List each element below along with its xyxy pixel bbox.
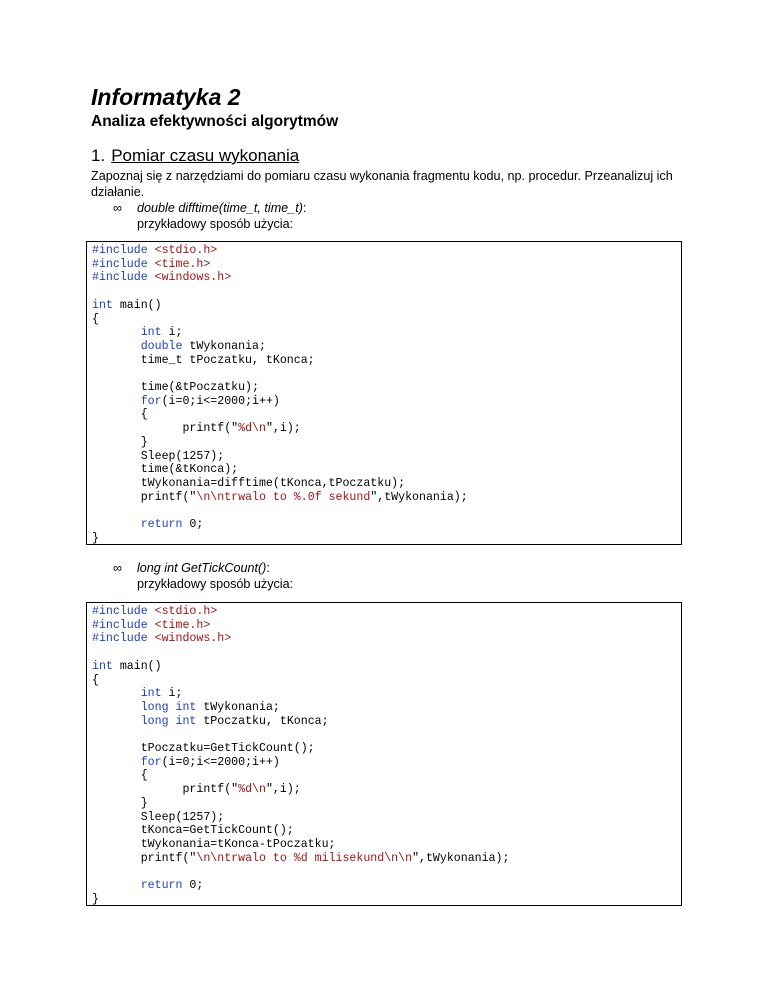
code-block-difftime xyxy=(86,241,682,545)
code-listing xyxy=(92,605,681,906)
bullet-function-name: long int GetTickCount() xyxy=(137,561,267,575)
bullet-note: przykładowy sposób użycia: xyxy=(137,577,294,591)
code-line: { xyxy=(92,769,148,783)
infinity-bullet-icon: ∞ xyxy=(113,201,122,215)
code-line: { xyxy=(92,312,99,326)
code-listing xyxy=(92,244,681,545)
code-line: for(i=0;i<=2000;i++) xyxy=(140,755,280,769)
code-line: for(i=0;i<=2000;i++) xyxy=(140,394,280,408)
code-line: long int tWykonania; xyxy=(140,700,280,714)
code-line: #include <stdio.h> xyxy=(92,244,218,257)
bullet-note: przykładowy sposób użycia: xyxy=(137,217,294,231)
bullet-function-name: double difftime(time_t, time_t) xyxy=(137,201,303,215)
code-line: time_t tPoczatku, tKonca; xyxy=(92,353,315,367)
section-title: Pomiar czasu wykonania xyxy=(111,146,300,165)
code-line: int i; xyxy=(140,687,183,701)
code-line: printf("\n\ntrwalo to %d milisekund\n\n",tWykonania); xyxy=(92,851,510,865)
code-line: tWykonania=difftime(tKonca,tPoczatku); xyxy=(92,476,406,490)
code-block-gettickcount xyxy=(86,602,682,906)
code-line: tPoczatku=GetTickCount(); xyxy=(92,742,315,756)
code-line: } xyxy=(92,892,99,906)
code-line: return 0; xyxy=(140,518,204,532)
code-line: } xyxy=(92,531,99,545)
code-line: } xyxy=(92,435,148,449)
code-line: double tWykonania; xyxy=(140,339,266,353)
code-line: Sleep(1257); xyxy=(92,810,225,824)
document-title: Informatyka 2 xyxy=(91,84,241,110)
document-subtitle: Analiza efektywności algorytmów xyxy=(91,113,339,130)
code-line: printf("%d\n",i); xyxy=(92,783,301,797)
code-line: Sleep(1257); xyxy=(92,449,225,463)
code-line: { xyxy=(92,408,148,422)
code-line: printf("\n\ntrwalo to %.0f sekund",tWykonania); xyxy=(92,490,468,504)
code-line: tKonca=GetTickCount(); xyxy=(92,824,294,838)
code-line: #include <windows.h> xyxy=(92,271,232,285)
bullet-gettickcount: ∞ long int GetTickCount(): xyxy=(113,561,270,575)
code-line: int main() xyxy=(92,298,162,312)
code-line: return 0; xyxy=(140,879,204,893)
code-line: tWykonania=tKonca-tPoczatku; xyxy=(92,837,336,851)
code-line: int i; xyxy=(140,326,183,340)
section-number: 1. xyxy=(91,146,106,165)
bullet-difftime: ∞ double difftime(time_t, time_t): xyxy=(113,201,307,215)
code-line: #include <time.h> xyxy=(92,257,211,271)
infinity-bullet-icon: ∞ xyxy=(113,561,122,575)
code-line: time(&tKonca); xyxy=(92,463,239,477)
section-intro: Zapoznaj się z narzędziami do pomiaru czasu wykonania fragmentu kodu, np. procedur. Przeanalizuj ich działanie. xyxy=(91,169,673,199)
code-line: } xyxy=(92,796,148,810)
code-line: long int tPoczatku, tKonca; xyxy=(140,714,329,728)
code-line: #include <windows.h> xyxy=(92,632,232,646)
code-line: time(&tPoczatku); xyxy=(92,381,259,395)
code-line: #include <time.h> xyxy=(92,618,211,632)
code-line: printf("%d\n",i); xyxy=(92,422,301,436)
code-line: int main() xyxy=(92,659,162,673)
code-line: #include <stdio.h> xyxy=(92,605,218,618)
section-heading xyxy=(91,146,299,166)
code-line: { xyxy=(92,673,99,687)
